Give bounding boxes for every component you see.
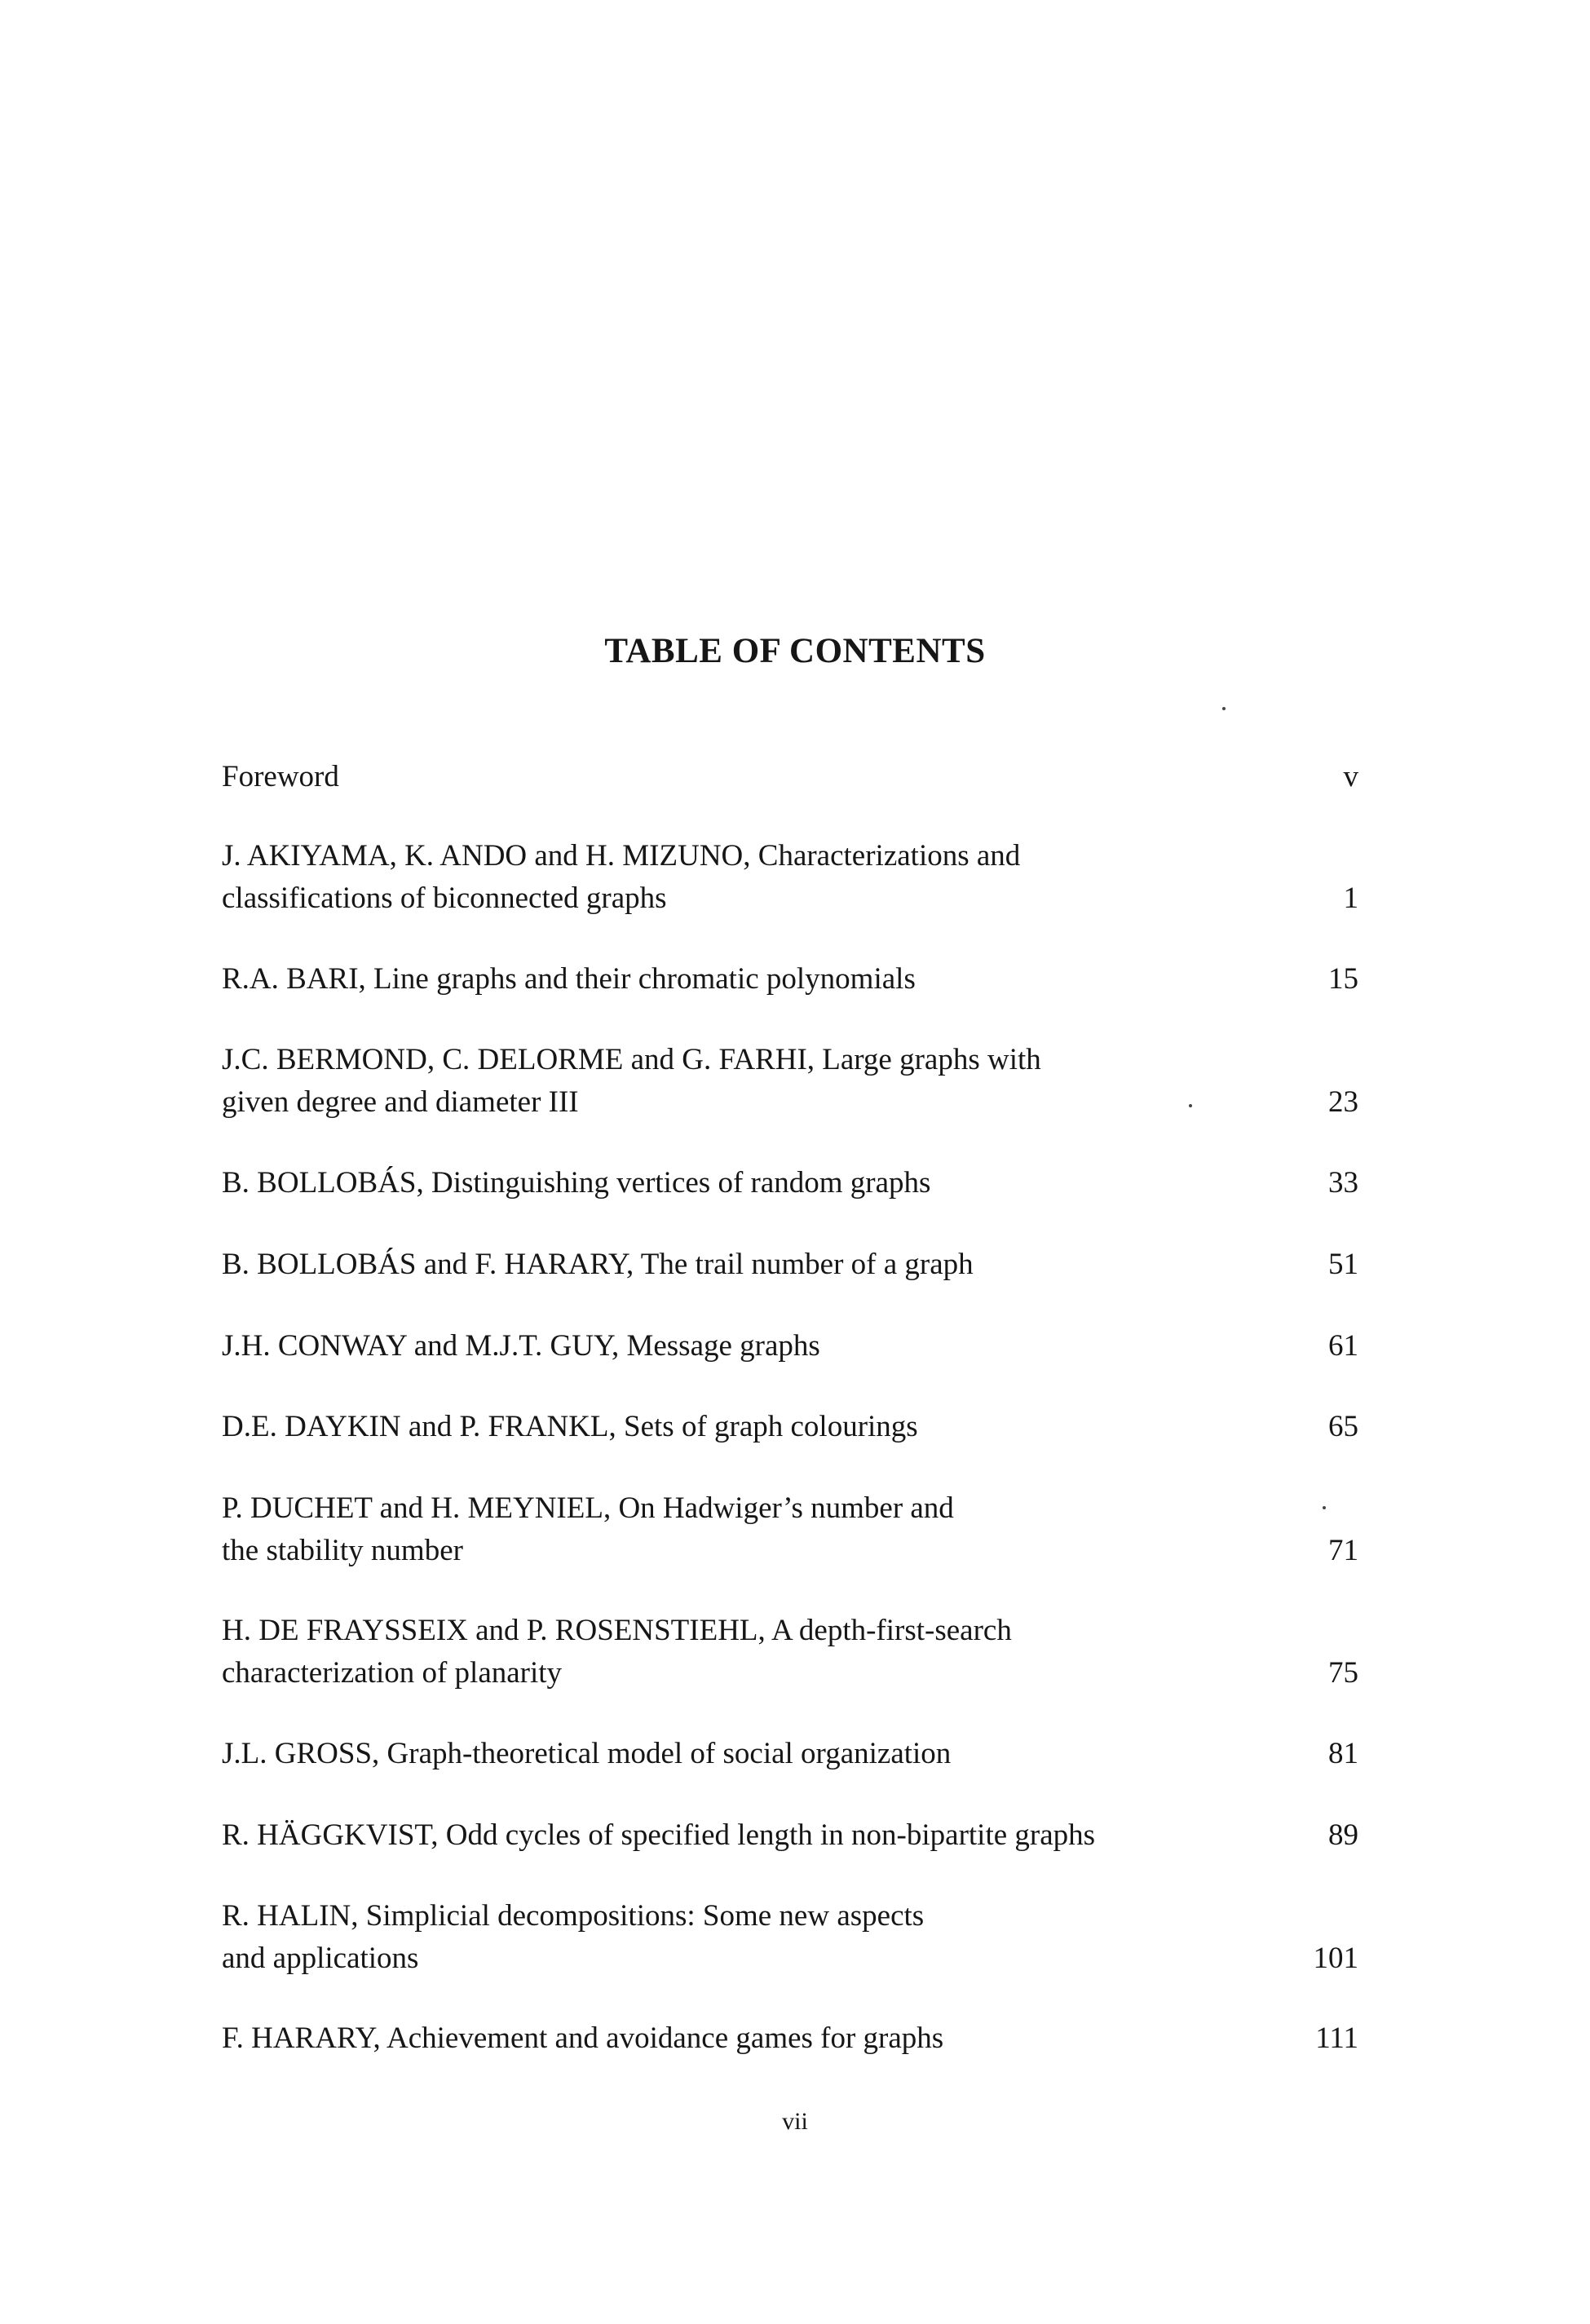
page-title: TABLE OF CONTENTS <box>604 632 986 670</box>
toc-page-number: 33 <box>1328 1166 1358 1200</box>
toc-entry-de-fraysseix <box>222 1610 1358 1694</box>
toc-entry-bari <box>222 958 1358 1001</box>
toc-entry-harary <box>222 2017 1358 2060</box>
toc-entry-title-cont: the stability number <box>222 1534 463 1567</box>
toc-page-number: 51 <box>1328 1248 1358 1281</box>
toc-page-number: v <box>1343 760 1358 793</box>
print-speck <box>1189 1104 1192 1107</box>
toc-entry-bermond <box>222 1039 1358 1124</box>
toc-entry-haggkvist <box>222 1814 1358 1857</box>
toc-page-number: 15 <box>1328 962 1358 996</box>
toc-page-number: 23 <box>1328 1085 1358 1119</box>
toc-entry-title: R. HÄGGKVIST, Odd cycles of specified length in non-bipartite graphs <box>222 1818 1096 1852</box>
toc-entry-bollobas-harary <box>222 1244 1358 1286</box>
print-speck <box>1323 1506 1326 1509</box>
toc-page-number: 61 <box>1328 1329 1358 1363</box>
toc-entry-title: B. BOLLOBÁS and F. HARARY, The trail number of a graph <box>222 1248 974 1281</box>
toc-entry-title-cont: given degree and diameter III <box>222 1085 579 1119</box>
toc-page-number: 1 <box>1343 881 1358 915</box>
toc-entry-title: B. BOLLOBÁS, Distinguishing vertices of random graphs <box>222 1166 931 1200</box>
toc-entry-duchet <box>222 1487 1358 1572</box>
toc-entry-title: J. AKIYAMA, K. ANDO and H. MIZUNO, Characterizations and <box>222 839 1021 873</box>
toc-entry-title-cont: and applications <box>222 1942 419 1975</box>
toc-entry-daykin <box>222 1406 1358 1448</box>
toc-entry-conway <box>222 1325 1358 1367</box>
print-speck <box>1222 707 1226 710</box>
toc-entry-title: J.H. CONWAY and M.J.T. GUY, Message graphs <box>222 1329 820 1363</box>
toc-entry-bollobas <box>222 1162 1358 1204</box>
toc-page-number: 101 <box>1313 1942 1358 1975</box>
toc-entry-foreword <box>222 756 1358 798</box>
toc-page-number: 65 <box>1328 1410 1358 1443</box>
page-number-folio: vii <box>782 2108 808 2135</box>
toc-entry-title-cont: classifications of biconnected graphs <box>222 881 667 915</box>
toc-page-number: 81 <box>1328 1737 1358 1770</box>
toc-entry-title: J.C. BERMOND, C. DELORME and G. FARHI, Large graphs with <box>222 1043 1041 1076</box>
toc-entry-title: D.E. DAYKIN and P. FRANKL, Sets of graph colourings <box>222 1410 918 1443</box>
toc-entry-title: R. HALIN, Simplicial decompositions: Some new aspects <box>222 1899 925 1933</box>
toc-page-number: 111 <box>1315 2021 1358 2055</box>
toc-entry-halin <box>222 1895 1358 1980</box>
toc-entry-title: F. HARARY, Achievement and avoidance games for graphs <box>222 2021 944 2055</box>
toc-entry-akiyama <box>222 835 1358 920</box>
toc-entry-gross <box>222 1733 1358 1775</box>
toc-page-number: 89 <box>1328 1818 1358 1852</box>
toc-entry-title: P. DUCHET and H. MEYNIEL, On Hadwiger’s number and <box>222 1491 954 1525</box>
toc-entry-title: Foreword <box>222 760 339 793</box>
toc-entry-title: H. DE FRAYSSEIX and P. ROSENSTIEHL, A depth-first-search <box>222 1614 1012 1647</box>
toc-page-number: 75 <box>1328 1656 1358 1690</box>
toc-entry-title: R.A. BARI, Line graphs and their chromatic polynomials <box>222 962 916 996</box>
toc-entry-title-cont: characterization of planarity <box>222 1656 563 1690</box>
toc-entry-title: J.L. GROSS, Graph-theoretical model of social organization <box>222 1737 952 1770</box>
toc-page-number: 71 <box>1328 1534 1358 1567</box>
